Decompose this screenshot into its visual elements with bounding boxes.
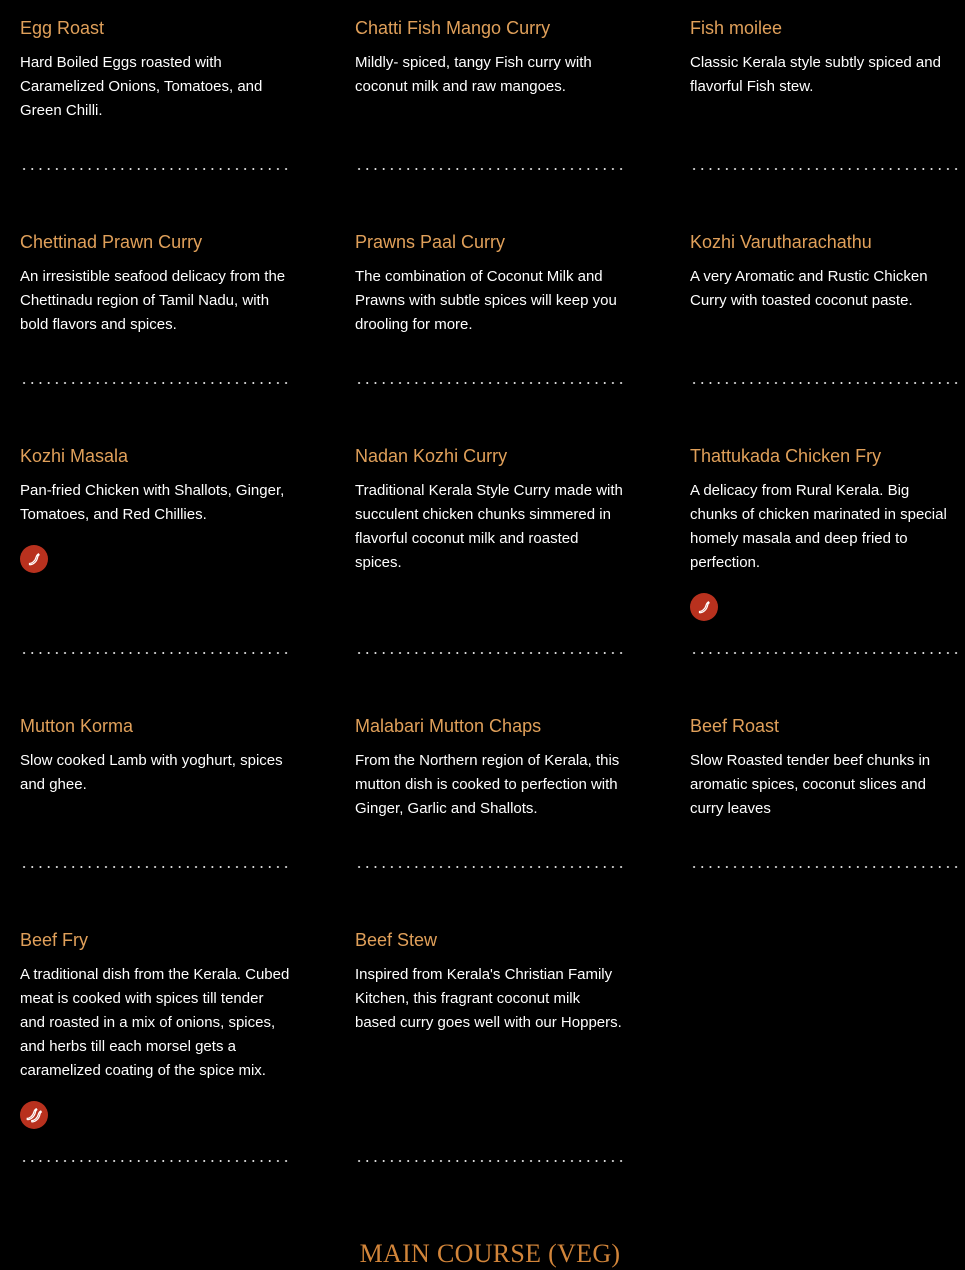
dotted-divider	[355, 382, 625, 384]
dotted-divider	[20, 168, 290, 170]
menu-item-description: Pan-fried Chicken with Shallots, Ginger, Tomatoes, and Red Chillies.	[20, 482, 285, 523]
menu-item-description: The combination of Coconut Milk and Prawns with subtle spices will keep you drooling for more.	[355, 268, 617, 333]
menu-item	[690, 214, 960, 428]
menu-item	[355, 912, 625, 1207]
menu-item	[355, 698, 625, 912]
menu-item-description: Classic Kerala style subtly spiced and flavorful Fish stew.	[690, 54, 941, 95]
menu-item-name: Chatti Fish Mango Curry	[355, 18, 551, 38]
dotted-divider	[355, 866, 625, 868]
dotted-divider	[355, 1160, 625, 1162]
menu-item	[20, 428, 290, 698]
menu-item-description: A delicacy from Rural Kerala. Big chunks of chicken marinated in special homely masala and deep fried to perfection.	[690, 482, 947, 571]
menu-item-name: Beef Stew	[355, 930, 438, 950]
chili-pepper-icon	[20, 545, 48, 573]
menu-item-description: A very Aromatic and Rustic Chicken Curry with toasted coconut paste.	[690, 268, 928, 309]
menu-item	[690, 698, 960, 912]
menu-item-description: Slow cooked Lamb with yoghurt, spices and ghee.	[20, 752, 283, 793]
menu-item-name: Nadan Kozhi Curry	[355, 446, 508, 466]
chili-pepper-icon	[690, 593, 718, 621]
menu-item-name: Chettinad Prawn Curry	[20, 232, 203, 252]
menu-item	[20, 0, 290, 214]
dotted-divider	[20, 1160, 290, 1162]
menu-item-description: Hard Boiled Eggs roasted with Caramelized Onions, Tomatoes, and Green Chilli.	[20, 54, 263, 119]
double-chili-pepper-icon	[20, 1101, 48, 1129]
menu-item	[690, 428, 960, 698]
dotted-divider	[690, 652, 960, 654]
dotted-divider	[690, 168, 960, 170]
menu-item	[690, 0, 960, 214]
dotted-divider	[20, 652, 290, 654]
menu-item-description: An irresistible seafood delicacy from the Chettinadu region of Tamil Nadu, with bold flavors and spices.	[20, 268, 286, 333]
menu-item-description: Mildly- spiced, tangy Fish curry with coconut milk and raw mangoes.	[355, 54, 592, 95]
dotted-divider	[355, 168, 625, 170]
menu-item-name: Beef Roast	[690, 716, 780, 736]
dotted-divider	[690, 866, 960, 868]
dotted-divider	[20, 382, 290, 384]
menu-item-description: From the Northern region of Kerala, this mutton dish is cooked to perfection with Ginger, Garlic and Shallots.	[355, 752, 620, 817]
menu-item-name: Prawns Paal Curry	[355, 232, 506, 252]
menu-item	[20, 912, 290, 1207]
menu-item-name: Malabari Mutton Chaps	[355, 716, 542, 736]
menu-item-name: Thattukada Chicken Fry	[690, 446, 882, 466]
menu-item-name: Fish moilee	[690, 18, 783, 38]
menu-item-name: Kozhi Masala	[20, 446, 129, 466]
menu-item-name: Beef Fry	[20, 930, 89, 950]
menu-item-name: Mutton Korma	[20, 716, 134, 736]
menu-item-name: Kozhi Varutharachathu	[690, 232, 872, 252]
dotted-divider	[690, 382, 960, 384]
menu-item	[355, 214, 625, 428]
menu-item	[20, 698, 290, 912]
dotted-divider	[20, 866, 290, 868]
section-title-main-course-veg: MAIN COURSE (VEG)	[359, 1239, 621, 1268]
menu-item-name: Egg Roast	[20, 18, 105, 38]
menu-item	[355, 0, 625, 214]
dotted-divider	[355, 652, 625, 654]
menu-item	[355, 428, 625, 698]
menu-item-description: Inspired from Kerala's Christian Family Kitchen, this fragrant coconut milk based curry goes well with our Hoppers.	[355, 966, 622, 1031]
menu-item-description: Traditional Kerala Style Curry made with succulent chicken chunks simmered in flavorful coconut milk and roasted spices.	[355, 482, 623, 571]
menu-item	[20, 214, 290, 428]
menu-item-description: A traditional dish from the Kerala. Cubed meat is cooked with spices till tender and roasted in a mix of onions, spices, and herbs till each morsel gets a caramelized coating of the spice mix.	[20, 966, 290, 1079]
menu-item-description: Slow Roasted tender beef chunks in aromatic spices, coconut slices and curry leaves	[690, 752, 931, 817]
